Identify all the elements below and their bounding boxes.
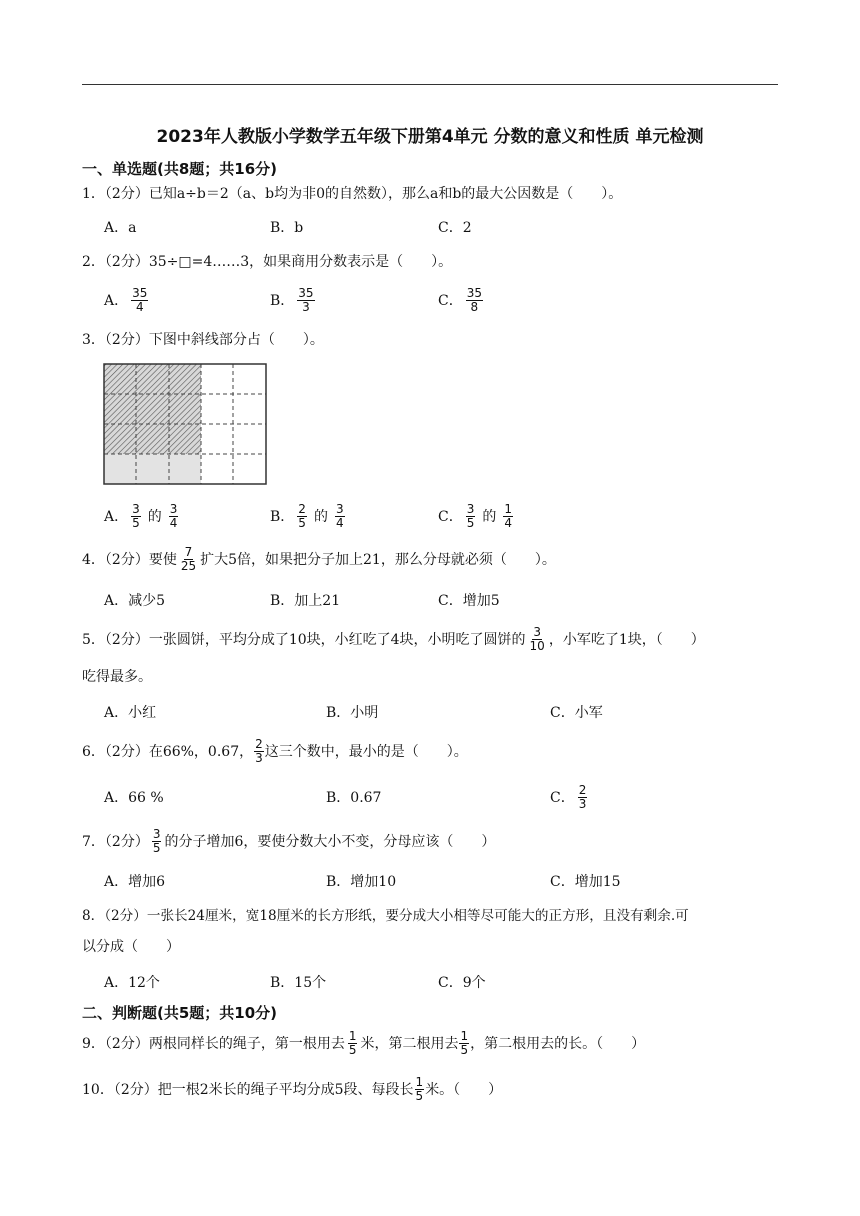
option-letter: A． [104,293,129,309]
option-a[interactable]: A． $\frac{3}{5}$ 的 $\frac{3}{4}$ [104,501,178,530]
section-heading-single-choice: 一、单选题(共8题；共16分) [82,160,278,178]
fraction: $\frac{35}{4}$ [132,285,148,314]
fraction: $\frac{3}{10}$ [529,624,545,653]
question-2: 2．（2分）35÷□=4……3，如果商用分数表示是（ ）。 [82,254,453,270]
question-5: 5．（2分）一张圆饼，平均分成了10块，小红吃了4块，小明吃了圆饼的 $\frac{3}{10}$ ，小军吃了1块，（ ） [82,624,705,653]
question-1: 1．（2分）已知a÷b＝2（a、b均为非0的自然数），那么a和b的最大公因数是（ ）。 [82,186,623,202]
question-2-options [104,285,784,315]
question-7: 7．（2分） $\frac{3}{5}$ 的分子增加6，要使分数大小不变，分母应该（ ） [82,826,496,855]
option-a[interactable]: A．小红 [104,705,157,721]
fraction: $\frac{35}{3}$ [298,285,314,314]
hatched-region [104,364,201,454]
option-letter: C． [438,293,463,309]
option-b[interactable]: B．b [270,220,304,236]
question-8-line-2: 以分成（ ） [82,939,180,955]
fraction: $\frac{3}{5}$ [466,501,475,530]
option-a[interactable]: A．a [104,220,137,236]
hatched-grid-figure [102,362,268,488]
fraction: $\frac{1}{5}$ [348,1028,357,1057]
page-title: 2023年人教版小学数学五年级下册第4单元 分数的意义和性质 单元检测 [156,127,704,147]
fraction: $\frac{3}{5}$ [152,826,161,855]
fraction: $\frac{7}{25}$ [180,544,197,573]
option-c[interactable] [438,285,486,315]
question-6: 6．（2分）在66%，0.67， $\frac{2}{3}$ 这三个数中，最小的是（ ）。 [82,736,468,765]
question-9: 9．（2分）两根同样长的绳子，第一根用去 $\frac{1}{5}$ 米，第二根用去 $\frac{1}{5}$ ，第二根用去的长。（ ） [82,1028,646,1057]
question-4-options [104,585,784,615]
option-b[interactable]: B．小明 [326,705,379,721]
option-c[interactable]: C．增加5 [438,593,500,609]
option-letter: B． [270,293,295,309]
option-a[interactable] [104,285,151,315]
fraction: $\frac{2}{3}$ [255,736,263,765]
fraction: $\frac{3}{4}$ [335,501,344,530]
option-b[interactable]: B．增加10 [326,874,397,890]
option-c[interactable]: C．2 [438,220,472,236]
option-a[interactable]: A．12个 [104,975,160,991]
fraction: $\frac{1}{4}$ [504,501,512,530]
option-a[interactable]: A．66 % [104,790,164,806]
option-b[interactable]: B． $\frac{2}{5}$ 的 $\frac{3}{4}$ [270,501,344,530]
option-a[interactable]: A．减少5 [104,593,166,609]
option-b[interactable]: B．15个 [270,975,327,991]
question-6-options [104,782,784,812]
option-b[interactable] [270,285,318,315]
section-heading-true-false: 二、判断题(共5题；共10分) [82,1004,278,1022]
option-a[interactable]: A．增加6 [104,874,166,890]
shaded-region [104,454,201,484]
option-c[interactable]: C． $\frac{2}{3}$ [550,782,587,811]
question-10: 10．（2分）把一根2米长的绳子平均分成5段、每段长 $\frac{1}{5}$ 米。（ ） [82,1074,503,1103]
fraction: $\frac{1}{5}$ [460,1028,469,1057]
option-c[interactable]: C．9个 [438,975,486,991]
option-b[interactable]: B．加上21 [270,593,341,609]
question-7-options [104,866,784,896]
question-4: 4．（2分）要使 $\frac{7}{25}$ 扩大5倍，如果把分子加上21，那么分母就必须（ ）。 [82,544,556,573]
header-rule [82,84,778,85]
question-5-line-2: 吃得最多。 [82,669,152,685]
fraction: $\frac{3}{4}$ [169,501,178,530]
question-5-options [104,697,784,727]
question-1-options [104,212,784,242]
option-b[interactable]: B．0.67 [326,790,382,806]
fraction: $\frac{1}{5}$ [415,1074,424,1103]
question-3: 3．（2分）下图中斜线部分占（ ）。 [82,332,324,348]
question-8-options [104,967,784,997]
fraction: $\frac{2}{3}$ [578,782,587,811]
fraction: $\frac{3}{5}$ [132,501,140,530]
fraction: $\frac{35}{8}$ [466,285,482,314]
option-c[interactable]: C．增加15 [550,874,621,890]
option-c[interactable]: C．小军 [550,705,603,721]
option-c[interactable]: C． $\frac{3}{5}$ 的 $\frac{1}{4}$ [438,501,512,530]
question-8: 8．（2分）一张长24厘米，宽18厘米的长方形纸，要分成大小相等尽可能大的正方形，且没有剩余.可 [82,908,689,924]
fraction: $\frac{2}{5}$ [298,501,306,530]
question-3-options [104,501,784,531]
